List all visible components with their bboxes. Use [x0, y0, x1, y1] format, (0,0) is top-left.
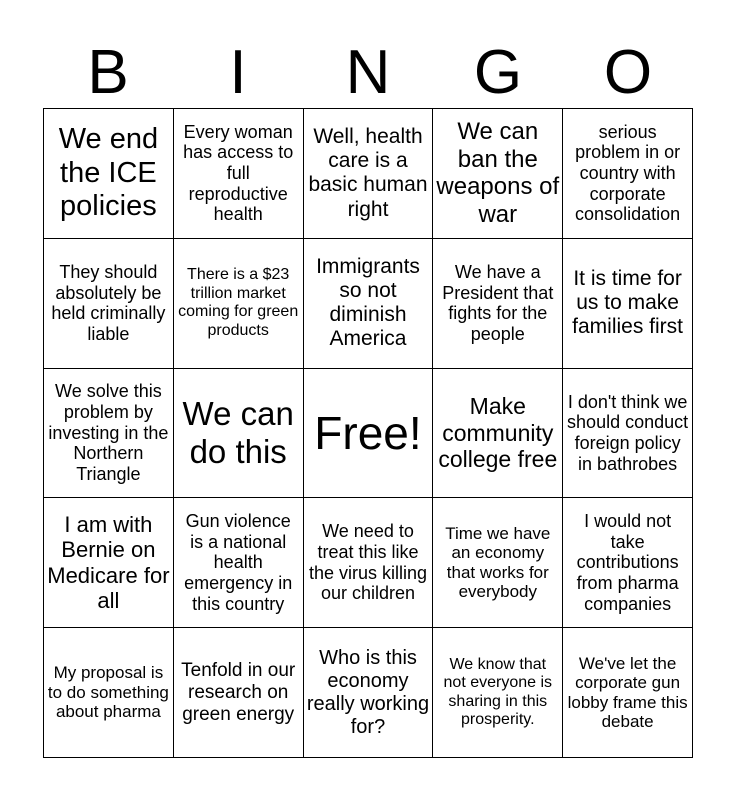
cell-text: My proposal is to do something about pharma	[47, 663, 169, 722]
bingo-cell[interactable]	[433, 628, 563, 758]
bingo-cell[interactable]	[304, 109, 434, 239]
bingo-cell[interactable]	[304, 239, 434, 369]
bingo-cell[interactable]	[174, 109, 304, 239]
bingo-cell[interactable]	[433, 498, 563, 628]
bingo-cell[interactable]	[174, 239, 304, 369]
cell-text: Every woman has access to full reproductive health	[183, 121, 294, 225]
bingo-cell[interactable]	[304, 628, 434, 758]
bingo-cell[interactable]	[563, 109, 693, 239]
bingo-cell[interactable]	[304, 498, 434, 628]
bingo-cell[interactable]	[563, 498, 693, 628]
bingo-cell[interactable]	[174, 369, 304, 499]
cell-text: We can ban the weapons of war	[436, 118, 560, 228]
header-letter-b: B	[87, 38, 129, 107]
bingo-cell[interactable]	[174, 498, 304, 628]
bingo-cell[interactable]	[433, 109, 563, 239]
header-letter-g: G	[473, 38, 523, 107]
cell-text: Who is this economy really working for?	[306, 646, 430, 738]
cell-text: I would not take contributions from pharma companies	[576, 511, 679, 614]
cell-text: We need to treat this like the virus killing our children	[308, 521, 428, 604]
free-cell[interactable]	[304, 369, 434, 499]
bingo-cell[interactable]	[433, 239, 563, 369]
cell-text: We have a President that fights for the people	[442, 261, 554, 344]
cell-text: We know that not everyone is sharing in this prosperity.	[443, 655, 553, 728]
cell-text: Make community college free	[438, 393, 558, 473]
cell-text: I don't think we should conduct foreign policy in bathrobes	[567, 391, 689, 474]
header-letter-n: N	[345, 38, 391, 107]
bingo-cell[interactable]	[44, 109, 174, 239]
cell-text: We end the ICE policies	[58, 123, 159, 223]
cell-text: We solve this problem by investing in the Northern Triangle	[48, 381, 169, 485]
bingo-cell[interactable]	[563, 239, 693, 369]
header-letter-i: I	[229, 38, 247, 107]
cell-text: We can do this	[182, 395, 294, 470]
bingo-cell[interactable]	[44, 369, 174, 499]
bingo-cell[interactable]	[563, 369, 693, 499]
bingo-grid	[43, 108, 693, 758]
bingo-cell[interactable]	[433, 369, 563, 499]
header-letter-o: O	[603, 38, 653, 107]
cell-text: Gun violence is a national health emergency in this country	[184, 511, 293, 614]
bingo-cell[interactable]	[44, 239, 174, 369]
cell-text: Tenfold in our research on green energy	[181, 659, 296, 725]
bingo-cell[interactable]	[44, 628, 174, 758]
cell-text: There is a $23 trillion market coming for green products	[178, 266, 299, 339]
cell-text: Immigrants so not diminish America	[316, 254, 420, 351]
cell-text: It is time for us to make families first	[572, 266, 684, 339]
free-text: Free!	[314, 406, 422, 459]
cell-text: Well, health care is a basic human right	[308, 125, 428, 221]
bingo-header	[43, 38, 693, 108]
cell-text: Time we have an economy that works for everybody	[445, 523, 551, 602]
cell-text: They should absolutely be held criminally liable	[51, 261, 166, 344]
cell-text: I am with Bernie on Medicare for all	[47, 512, 170, 614]
bingo-cell[interactable]	[174, 628, 304, 758]
cell-text: serious problem in or country with corporate consolidation	[575, 121, 681, 225]
bingo-cell[interactable]	[44, 498, 174, 628]
bingo-cell[interactable]	[563, 628, 693, 758]
cell-text: We've let the corporate gun lobby frame this debate	[567, 653, 688, 732]
